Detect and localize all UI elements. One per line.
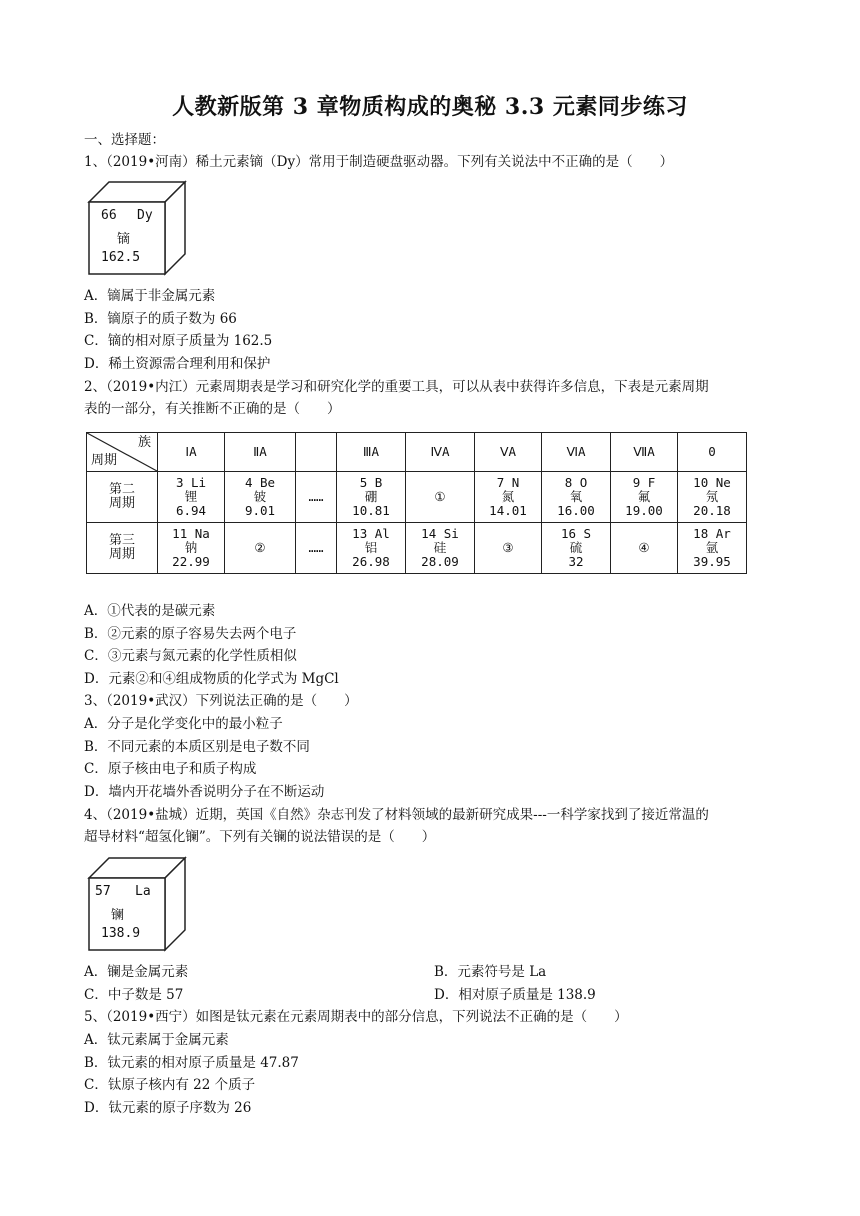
period-3-row: [87, 523, 747, 574]
element-name: 镝: [117, 232, 131, 247]
q1-option-d: D．稀土资源需合理利用和保护: [84, 356, 271, 372]
question-2-stem-line1: 2、（2019•内江）元素周期表是学习和研究化学的重要工具，可以从表中获得许多信息，下表是元素周期: [84, 379, 709, 395]
q4-option-b: B．元素符号是 La: [434, 964, 547, 980]
q3-option-d: D．墙内开花墙外香说明分子在不断运动: [84, 784, 325, 800]
q1-option-c: C．镝的相对原子质量为 162.5: [84, 333, 273, 349]
q4-option-c: C．中子数是 57: [84, 987, 184, 1003]
q3-option-a: A．分子是化学变化中的最小粒子: [84, 716, 283, 732]
group-header: ⅢA: [337, 433, 406, 472]
period-label: 第二 周期: [87, 472, 158, 523]
element-mass: 138.9: [101, 926, 141, 941]
element-cell: 8 O 氧 16.00: [542, 472, 611, 523]
group-header: ⅡA: [225, 433, 296, 472]
group-header: ⅠA: [158, 433, 225, 472]
q5-option-a: A．钛元素属于金属元素: [84, 1032, 229, 1048]
q1-option-b: B．镝原子的质子数为 66: [84, 311, 237, 327]
element-symbol: Dy: [137, 208, 153, 223]
q1-option-a: A．镝属于非金属元素: [84, 288, 216, 304]
element-name: 镧: [111, 908, 125, 923]
periodic-table: [86, 432, 747, 574]
unknown-element-cell: ④: [611, 523, 678, 574]
element-cell: 5 B 硼 10.81: [337, 472, 406, 523]
element-mass: 162.5: [101, 250, 141, 265]
question-4-stem-line2: 超导材料“超氢化镧”。下列有关镧的说法错误的是（ ）: [84, 829, 436, 845]
q4-option-d: D．相对原子质量是 138.9: [434, 987, 596, 1003]
question-3-stem: 3、（2019•武汉）下列说法正确的是（ ）: [84, 693, 358, 709]
question-2-stem-line2: 表的一部分，有关推断不正确的是（ ）: [84, 401, 341, 417]
element-cube-dy: [87, 180, 187, 276]
q3-option-b: B．不同元素的本质区别是电子数不同: [84, 739, 310, 755]
unknown-element-cell: ③: [475, 523, 542, 574]
group-header: [296, 433, 337, 472]
element-cell: 4 Be 铍 9.01: [225, 472, 296, 523]
group-header: ⅥA: [542, 433, 611, 472]
corner-bottom-label: 周期: [91, 453, 118, 468]
table-corner: [87, 433, 158, 472]
question-5-stem: 5、（2019•西宁）如图是钛元素在元素周期表中的部分信息，下列说法不正确的是（ ）: [84, 1009, 628, 1025]
group-header: ⅤA: [475, 433, 542, 472]
q2-option-d: D．元素②和④组成物质的化学式为 MgCl: [84, 671, 339, 687]
group-header: ⅦA: [611, 433, 678, 472]
element-cell: 9 F 氟 19.00: [611, 472, 678, 523]
question-1-stem: 1、（2019•河南）稀土元素镝（Dy）常用于制造硬盘驱动器。下列有关说法中不正确的是（ ）: [84, 154, 674, 170]
question-4-stem-line1: 4、（2019•盐城）近期，英国《自然》杂志刊发了材料领域的最新研究成果---一科学家找到了接近常温的: [84, 807, 709, 823]
unknown-element-cell: ②: [225, 523, 296, 574]
group-header: ⅣA: [406, 433, 475, 472]
q4-option-a: A．镧是金属元素: [84, 964, 189, 980]
q3-option-c: C．原子核由电子和质子构成: [84, 761, 257, 777]
element-number: 66: [101, 208, 117, 223]
ellipsis-cell: ……: [296, 472, 337, 523]
q5-option-c: C．钛原子核内有 22 个质子: [84, 1077, 256, 1093]
element-cell: 18 Ar 氩 39.95: [678, 523, 747, 574]
element-cell: 3 Li 锂 6.94: [158, 472, 225, 523]
ellipsis-cell: ……: [296, 523, 337, 574]
q2-option-c: C．③元素与氮元素的化学性质相似: [84, 648, 297, 664]
element-cell: 13 Al 铝 26.98: [337, 523, 406, 574]
page-title: 人教新版第 3 章物质构成的奥秘 3.3 元素同步练习: [172, 94, 688, 120]
element-number: 57: [95, 884, 111, 899]
corner-top-label: 族: [137, 435, 151, 450]
group-header: 0: [678, 433, 747, 472]
unknown-element-cell: ①: [406, 472, 475, 523]
element-cell: 14 Si 硅 28.09: [406, 523, 475, 574]
element-cell: 10 Ne 氖 20.18: [678, 472, 747, 523]
element-cube-la: [87, 856, 187, 952]
q2-option-b: B．②元素的原子容易失去两个电子: [84, 626, 297, 642]
element-cell: 16 S 硫 32: [542, 523, 611, 574]
element-cell: 11 Na 钠 22.99: [158, 523, 225, 574]
period-label: 第三 周期: [87, 523, 158, 574]
period-2-row: [87, 472, 747, 523]
element-symbol: La: [135, 884, 151, 899]
q5-option-d: D．钛元素的原子序数为 26: [84, 1100, 252, 1116]
q5-option-b: B．钛元素的相对原子质量是 47.87: [84, 1055, 299, 1071]
element-cell: 7 N 氮 14.01: [475, 472, 542, 523]
q2-option-a: A．①代表的是碳元素: [84, 603, 216, 619]
section-heading: 一、选择题：: [84, 132, 165, 148]
